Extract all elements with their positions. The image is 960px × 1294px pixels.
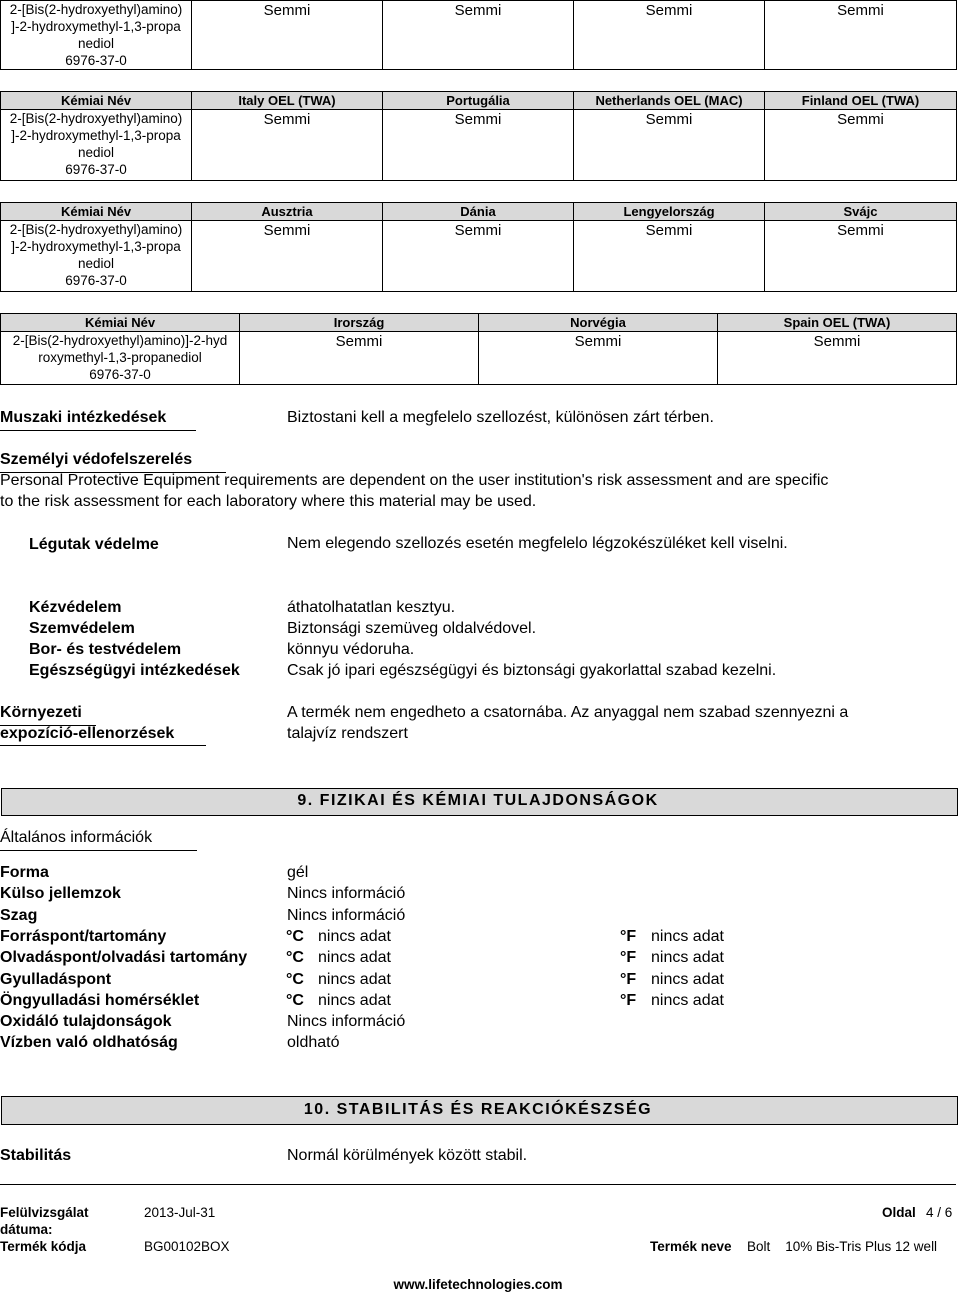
column-header: Svájc	[765, 203, 957, 221]
celsius-unit: °C	[286, 992, 304, 1009]
footer-divider	[0, 1184, 956, 1185]
engineering-measures-text: Biztostani kell a megfelelo szellozést, különösen zárt térben.	[287, 409, 714, 426]
skin-protection-text: könnyu védoruha.	[287, 641, 415, 658]
environment-label-line1: Környezeti	[0, 704, 82, 721]
respiratory-text: Nem elegendo szellozés esetén megfelelo légzokészüléket kell viselni.	[287, 535, 788, 552]
value-cell: Semmi	[192, 110, 383, 181]
hygiene-text: Csak jó ipari egészségügyi és biztonsági gyakorlattal szabad kezelni.	[287, 662, 777, 679]
property-label: Oxidáló tulajdonságok	[0, 1013, 172, 1030]
column-header: Spain OEL (TWA)	[718, 314, 957, 332]
general-info-heading: Általános információk	[0, 829, 153, 846]
product-code-label: Termék kódja	[0, 1239, 87, 1254]
value-cell: Semmi	[192, 1, 383, 70]
oel-table-ireland-spain	[0, 313, 957, 385]
environment-label-underline	[0, 745, 206, 746]
property-label: Gyulladáspont	[0, 971, 112, 988]
property-value: oldható	[287, 1034, 340, 1051]
property-label: Forráspont/tartomány	[0, 928, 167, 945]
environment-label-underline	[0, 725, 96, 726]
value-cell: Semmi	[765, 110, 957, 181]
oel-table-austria-switzerland	[0, 202, 957, 292]
celsius-value: nincs adat	[318, 949, 391, 966]
celsius-unit: °C	[286, 971, 304, 988]
value-cell: Semmi	[574, 110, 765, 181]
fahrenheit-unit: °F	[620, 971, 637, 988]
hygiene-label: Egészségügyi intézkedések	[29, 662, 240, 679]
hand-protection-text: áthatolhatatlan kesztyu.	[287, 599, 456, 616]
oel-table-continued	[0, 0, 957, 70]
fahrenheit-value: nincs adat	[651, 992, 724, 1009]
value-cell: Semmi	[574, 221, 765, 292]
value-cell: Semmi	[383, 110, 574, 181]
chemical-name-cell: 2-[Bis(2-hydroxyethyl)amino) ]-2-hydroxymethyl-1,3-propa nediol 6976-37-0	[1, 110, 192, 181]
stability-label: Stabilitás	[0, 1147, 72, 1164]
fahrenheit-unit: °F	[620, 992, 637, 1009]
column-header: Lengyelország	[574, 203, 765, 221]
page-number: 4 / 6	[926, 1205, 953, 1220]
chemical-name-cell: 2-[Bis(2-hydroxyethyl)amino) ]-2-hydroxymethyl-1,3-propa nediol 6976-37-0	[1, 1, 192, 70]
column-header: Finland OEL (TWA)	[765, 92, 957, 110]
celsius-value: nincs adat	[318, 928, 391, 945]
fahrenheit-value: nincs adat	[651, 971, 724, 988]
value-cell: Semmi	[718, 332, 957, 385]
environment-text-line1: A termék nem engedheto a csatornába. Az anyaggal nem szabad szennyezni a	[287, 704, 849, 721]
fahrenheit-unit: °F	[620, 928, 637, 945]
column-header: Portugália	[383, 92, 574, 110]
page-label: Oldal	[882, 1205, 916, 1220]
value-cell: Semmi	[383, 1, 574, 70]
property-label: Szag	[0, 907, 38, 924]
column-header: Dánia	[383, 203, 574, 221]
website-link[interactable]: www.lifetechnologies.com	[393, 1277, 563, 1292]
fahrenheit-unit: °F	[620, 949, 637, 966]
property-label: Vízben való oldhatóság	[0, 1034, 178, 1051]
property-value: gél	[287, 864, 309, 881]
section-9-title: 9. FIZIKAI ÉS KÉMIAI TULAJDONSÁGOK	[297, 792, 659, 809]
value-cell: Semmi	[574, 1, 765, 70]
product-name-label: Termék neve	[650, 1239, 732, 1254]
stability-text: Normál körülmények között stabil.	[287, 1147, 528, 1164]
ppe-heading: Személyi védofelszerelés	[0, 451, 193, 468]
environment-text-line2: talajvíz rendszert	[287, 725, 408, 742]
column-header: Ausztria	[192, 203, 383, 221]
oel-table-italy-finland	[0, 91, 957, 181]
chemical-name-cell: 2-[Bis(2-hydroxyethyl)amino)]-2-hyd roxymethyl-1,3-propanediol 6976-37-0	[1, 332, 240, 385]
value-cell: Semmi	[192, 221, 383, 292]
chemical-name-cell: 2-[Bis(2-hydroxyethyl)amino) ]-2-hydroxymethyl-1,3-propa nediol 6976-37-0	[1, 221, 192, 292]
value-cell: Semmi	[383, 221, 574, 292]
respiratory-label: Légutak védelme	[29, 536, 159, 553]
revision-date-label-line1: Felülvizsgálat	[0, 1205, 89, 1220]
property-value: Nincs információ	[287, 885, 406, 902]
property-label: Olvadáspont/olvadási tartomány	[0, 949, 248, 966]
engineering-measures-label: Muszaki intézkedések	[0, 409, 167, 426]
general-info-underline	[0, 850, 197, 851]
column-header: Netherlands OEL (MAC)	[574, 92, 765, 110]
property-value: Nincs információ	[287, 907, 406, 924]
fahrenheit-value: nincs adat	[651, 928, 724, 945]
property-label: Öngyulladási homérséklet	[0, 992, 200, 1009]
eye-protection-label: Szemvédelem	[29, 620, 135, 637]
column-header: Kémiai Név	[1, 92, 192, 110]
celsius-value: nincs adat	[318, 971, 391, 988]
revision-date-label-line2: dátuma:	[0, 1222, 53, 1237]
product-name: Bolt 10% Bis-Tris Plus 12 well	[747, 1239, 938, 1254]
property-label: Forma	[0, 864, 49, 881]
celsius-unit: °C	[286, 928, 304, 945]
fahrenheit-value: nincs adat	[651, 949, 724, 966]
column-header: Italy OEL (TWA)	[192, 92, 383, 110]
column-header: Kémiai Név	[1, 314, 240, 332]
environment-label-line2: expozíció-ellenorzések	[0, 725, 175, 742]
celsius-unit: °C	[286, 949, 304, 966]
value-cell: Semmi	[240, 332, 479, 385]
property-value: Nincs információ	[287, 1013, 406, 1030]
value-cell: Semmi	[765, 1, 957, 70]
revision-date: 2013-Jul-31	[144, 1205, 216, 1220]
value-cell: Semmi	[765, 221, 957, 292]
hand-protection-label: Kézvédelem	[29, 599, 122, 616]
product-code: BG00102BOX	[144, 1239, 230, 1254]
engineering-measures-underline	[0, 430, 196, 431]
value-cell: Semmi	[479, 332, 718, 385]
ppe-text-line2: to the risk assessment for each laboratory where this material may be used.	[0, 493, 537, 510]
column-header: Kémiai Név	[1, 203, 192, 221]
skin-protection-label: Bor- és testvédelem	[29, 641, 182, 658]
column-header: Irország	[240, 314, 479, 332]
celsius-value: nincs adat	[318, 992, 391, 1009]
ppe-text-line1: Personal Protective Equipment requirements are dependent on the user institution's risk assessment and are specific	[0, 472, 829, 489]
property-label: Külso jellemzok	[0, 885, 121, 902]
column-header: Norvégia	[479, 314, 718, 332]
eye-protection-text: Biztonsági szemüveg oldalvédovel.	[287, 620, 537, 637]
section-10-title: 10. STABILITÁS ÉS REAKCIÓKÉSZSÉG	[303, 1101, 653, 1118]
